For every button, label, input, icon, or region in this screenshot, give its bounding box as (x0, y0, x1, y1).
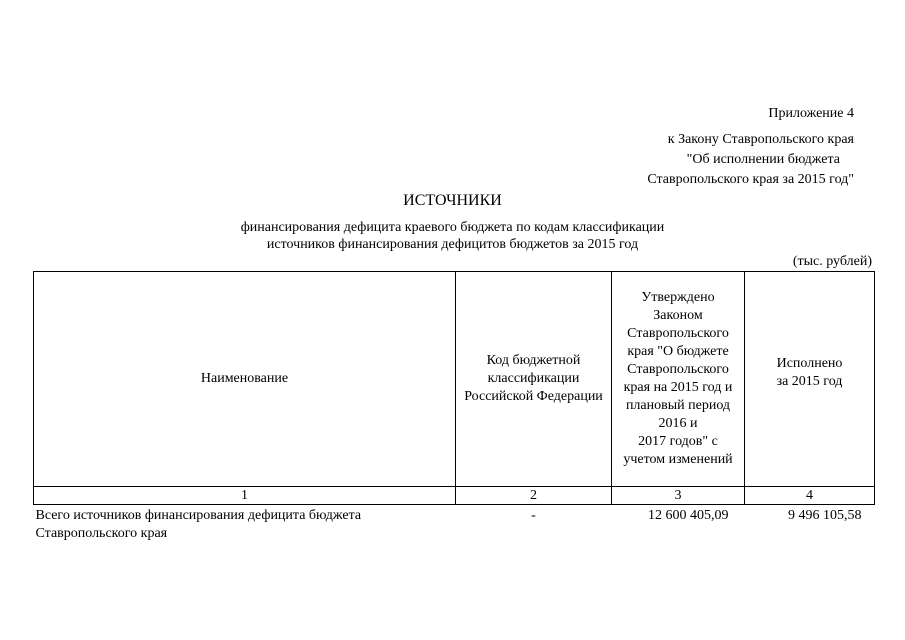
financing-sources-table (33, 271, 875, 543)
row-approved-value: 12 600 405,09 (648, 508, 729, 523)
column-number: 2 (456, 487, 612, 505)
header-name: Наименование (34, 272, 456, 487)
row-code: - (531, 508, 536, 523)
column-number: 4 (745, 487, 875, 505)
column-number: 3 (612, 487, 745, 505)
row-executed-value: 9 496 105,58 (788, 508, 862, 523)
law-reference-line: "Об исполнении бюджета (686, 152, 840, 167)
header-budget-code: Код бюджетной классификации Российской Федерации (456, 272, 612, 487)
units-label: (тыс. рублей) (792, 254, 872, 269)
column-number: 1 (34, 487, 456, 505)
law-reference-line: к Закону Ставропольского края (667, 132, 854, 147)
document-subtitle (0, 219, 905, 253)
column-number-row (34, 487, 875, 505)
header-approved: Утверждено Законом Ставропольского края "О бюджете Ставропольского края на 2015 год и плановый период 2016 и 2017 годов" с учетом изменений (612, 272, 745, 487)
document-header (554, 104, 854, 190)
header-executed: Исполнено за 2015 год (745, 272, 875, 487)
subtitle-line: источников финансирования дефицитов бюджетов за 2015 год (266, 237, 639, 252)
law-reference-line: Ставропольского края за 2015 год" (647, 172, 854, 187)
document-title: ИСТОЧНИКИ (403, 192, 502, 209)
table-header-row (34, 272, 875, 487)
appendix-label: Приложение 4 (768, 106, 854, 121)
subtitle-line: финансирования дефицита краевого бюджета по кодам классификации (240, 220, 665, 235)
row-name: Всего источников финансирования дефицита бюджета Ставропольского края (35, 508, 362, 541)
table-row (34, 505, 875, 544)
